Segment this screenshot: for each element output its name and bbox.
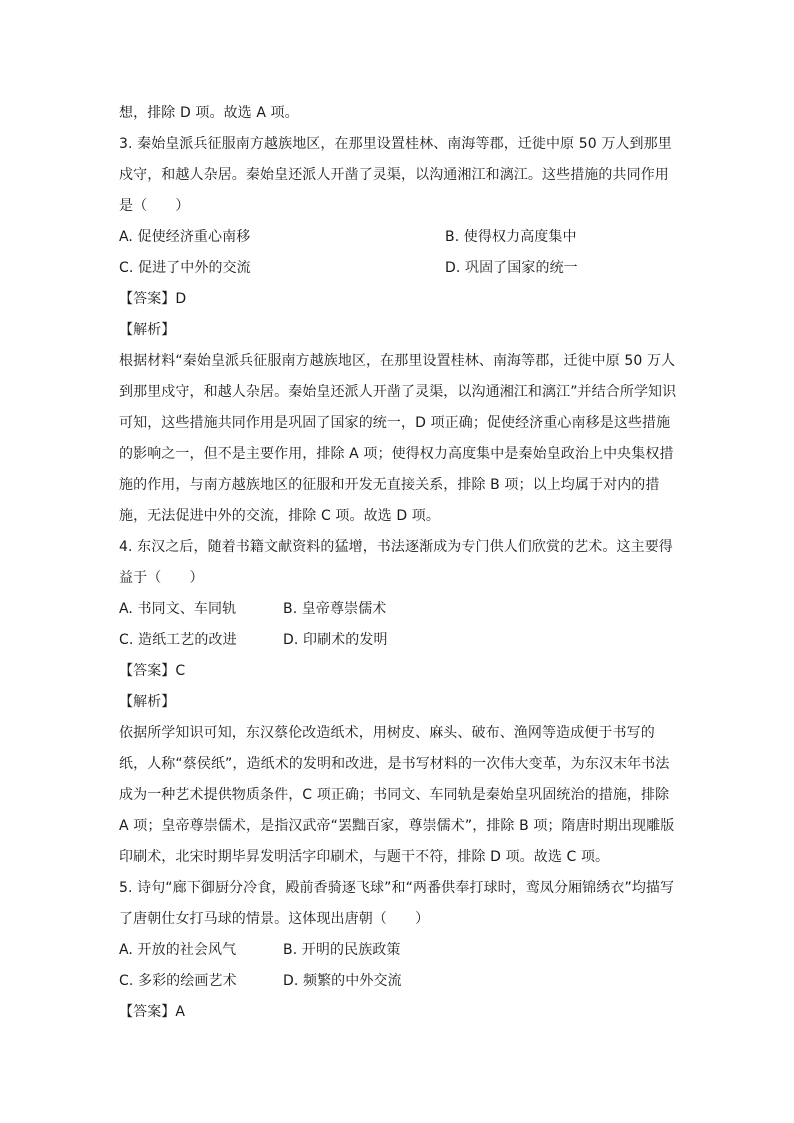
- q4-analysis-line-4: A 项；皇帝尊崇儒术，是指汉武帝“罢黜百家，尊崇儒术”，排除 B 项；隋唐时期出现雕版: [119, 818, 675, 834]
- question-3: [119, 129, 679, 532]
- q5-option-b: B. 开明的民族政策: [283, 942, 401, 958]
- q3-analysis-line-1: 根据材料“秦始皇派兵征服南方越族地区，在那里设置桂林、南海等郡，迁徙中原 50 万人: [119, 353, 676, 369]
- q3-stem-line-2: 戍守，和越人杂居。秦始皇还派人开凿了灵渠，以沟通湘江和漓江。这些措施的共同作用: [119, 167, 669, 183]
- q3-options-row-1: [119, 222, 679, 253]
- q3-options-row-2: [119, 253, 679, 284]
- q3-analysis-line-4: 的影响之一，但不是主要作用，排除 A 项；使得权力高度集中是秦始皇政治上中央集权措: [119, 446, 674, 462]
- q5-option-d: D. 频繁的中外交流: [283, 973, 402, 989]
- q3-option-c: C. 促进了中外的交流: [119, 260, 251, 276]
- q4-analysis-line-3: 成为一种艺术提供物质条件，C 项正确；书同文、车同轨是秦始皇巩固统治的措施，排除: [119, 787, 670, 803]
- q4-option-a: A. 书同文、车同轨: [119, 601, 237, 617]
- q4-option-b: B. 皇帝尊崇儒术: [283, 601, 387, 617]
- q4-option-d: D. 印刷术的发明: [283, 632, 388, 648]
- q4-analysis-label: 【解析】: [119, 694, 176, 710]
- q3-stem-line-1: 3. 秦始皇派兵征服南方越族地区，在那里设置桂林、南海等郡，迁徙中原 50 万人到那里: [119, 136, 672, 152]
- q5-option-c: C. 多彩的绘画艺术: [119, 973, 237, 989]
- document-page: [119, 98, 679, 1028]
- question-5: [119, 873, 679, 1028]
- q5-stem-line-2: 了唐朝仕女打马球的情景。这体现出唐朝（ ）: [119, 911, 430, 927]
- q3-analysis-label: 【解析】: [119, 322, 176, 338]
- q3-stem-line-3: 是（ ）: [119, 198, 190, 214]
- question-4: [119, 532, 679, 873]
- q4-analysis-line-2: 纸，人称“蔡侯纸”，造纸术的发明和改进，是书写材料的一次伟大变革，为东汉末年书法: [119, 756, 670, 772]
- q5-options-row-1: [119, 935, 679, 966]
- q3-analysis-line-6: 施，无法促进中外的交流，排除 C 项。故选 D 项。: [119, 508, 440, 524]
- q3-analysis-line-2: 到那里戍守，和越人杂居。秦始皇还派人开凿了灵渠，以沟通湘江和漓江”并结合所学知识: [119, 384, 677, 400]
- q4-analysis-line-1: 依据所学知识可知，东汉蔡伦改造纸术，用树皮、麻头、破布、渔网等造成便于书写的: [119, 725, 655, 741]
- q3-option-a: A. 促使经济重心南移: [119, 229, 251, 245]
- q5-answer: 【答案】A: [119, 1004, 186, 1020]
- q3-answer: 【答案】D: [119, 291, 187, 307]
- q4-answer: 【答案】C: [119, 663, 186, 679]
- q3-option-d: D. 巩固了国家的统一: [445, 260, 578, 276]
- q3-option-b: B. 使得权力高度集中: [445, 229, 577, 245]
- q5-option-a: A. 开放的社会风气: [119, 942, 237, 958]
- q4-options-row-1: [119, 594, 679, 625]
- q4-analysis-line-5: 印刷术，北宋时期毕昇发明活字印刷术，与题干不符，排除 D 项。故选 C 项。: [119, 849, 610, 865]
- q4-stem-line-2: 益于（ ）: [119, 570, 204, 586]
- q2-analysis-tail: 想，排除 D 项。故选 A 项。: [119, 105, 299, 121]
- q4-option-c: C. 造纸工艺的改进: [119, 632, 237, 648]
- q4-options-row-2: [119, 625, 679, 656]
- q5-options-row-2: [119, 966, 679, 997]
- q5-stem-line-1: 5. 诗句“廊下御厨分冷食，殿前香骑逐飞球”和“两番供奉打球时，鸾凤分厢锦绣衣”均描写: [119, 880, 675, 896]
- q4-stem-line-1: 4. 东汉之后，随着书籍文献资料的猛增，书法逐渐成为专门供人们欣赏的艺术。这主要得: [119, 539, 673, 555]
- q3-analysis-line-3: 可知，这些措施共同作用是巩固了国家的统一，D 项正确；促使经济重心南移是这些措施: [119, 415, 671, 431]
- q3-analysis-line-5: 施的作用，与南方越族地区的征服和开发无直接关系，排除 B 项；以上均属于对内的措: [119, 477, 660, 493]
